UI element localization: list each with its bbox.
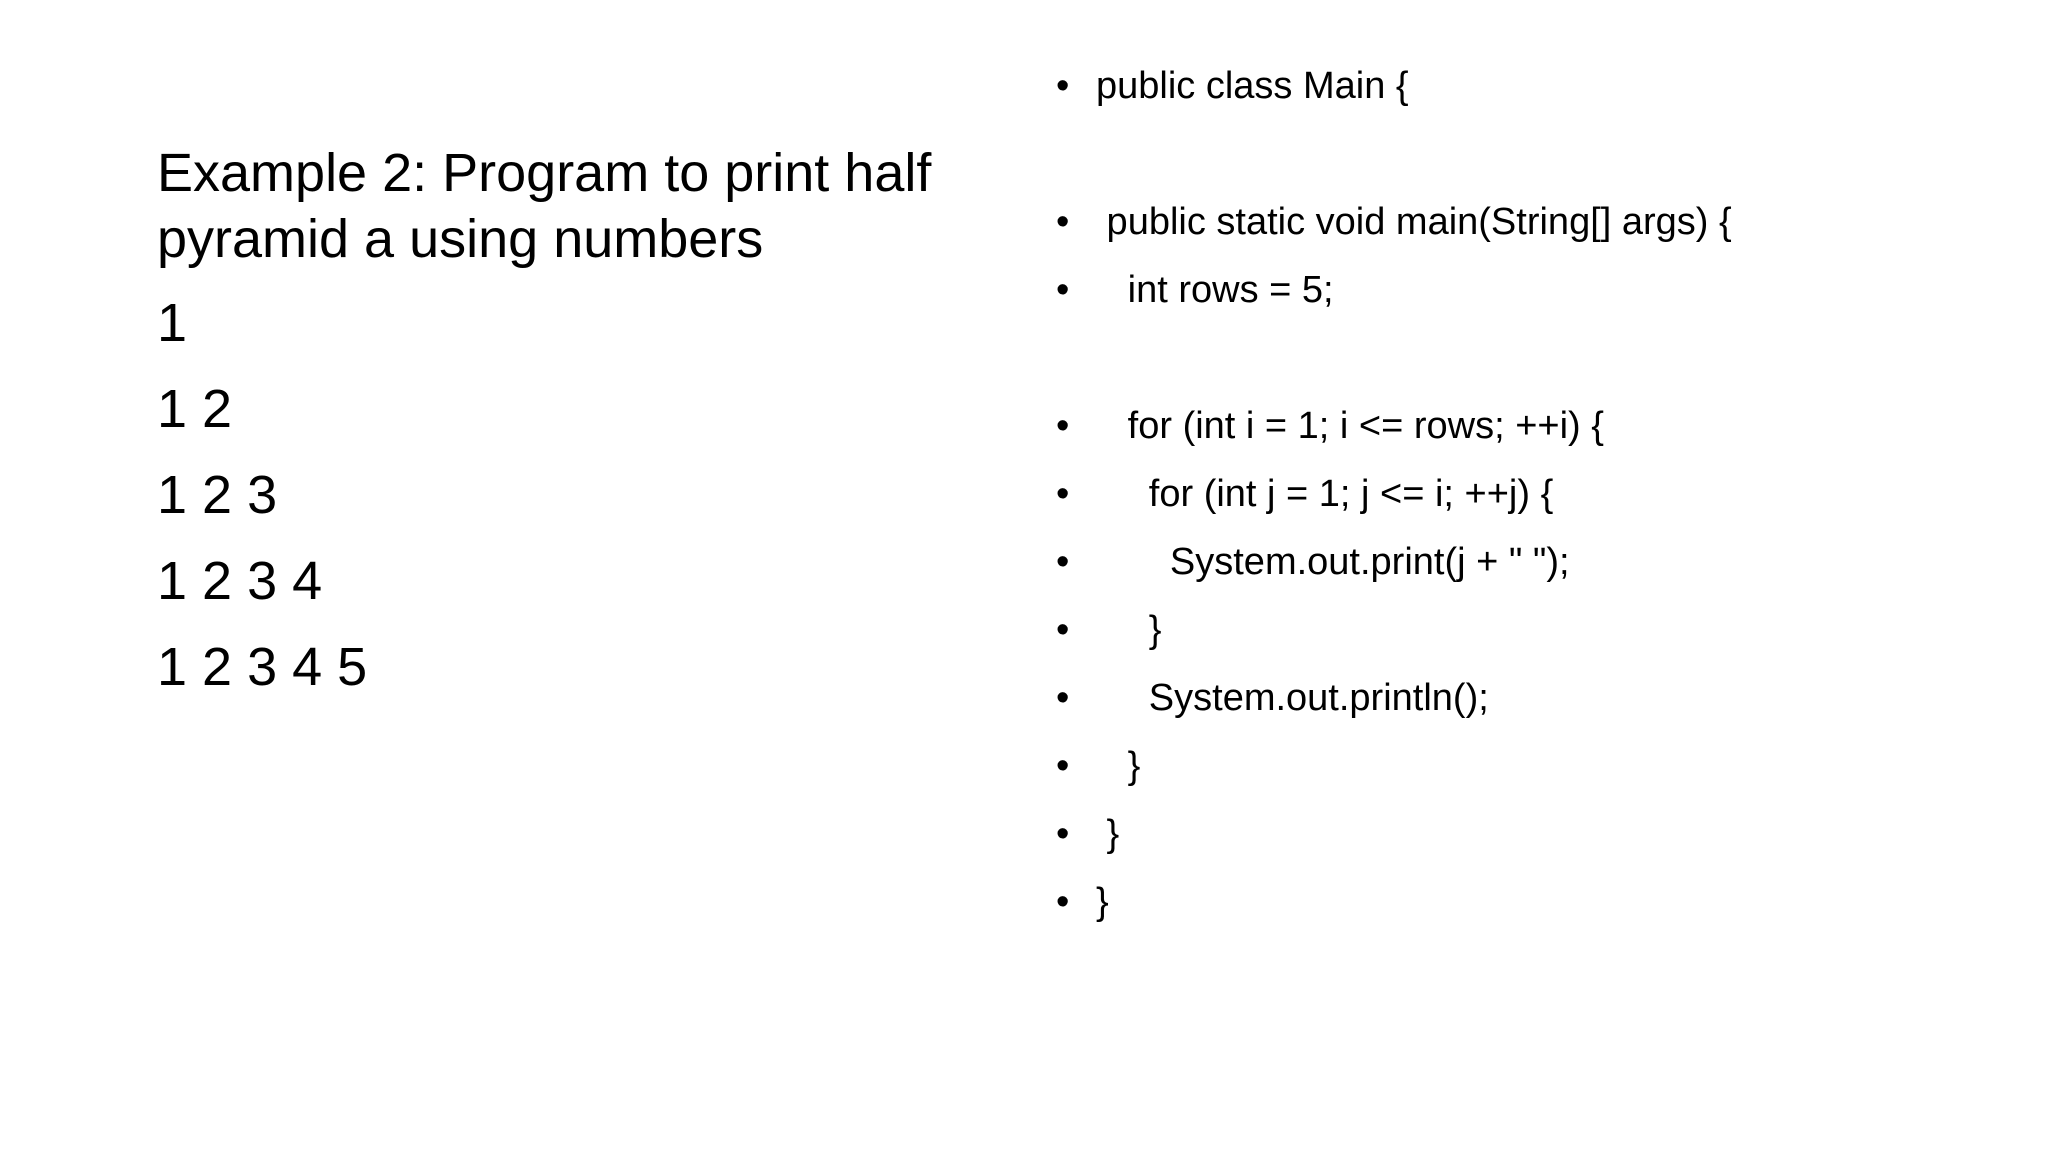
code-line: [1056, 670, 1996, 726]
code-line: [1056, 398, 1996, 454]
bullet-icon: •: [1056, 473, 1070, 515]
bullet-icon: •: [1056, 65, 1070, 107]
code-line: [1056, 466, 1996, 522]
slide-title: Example 2: Program to print half pyramid a using numbers: [157, 143, 932, 269]
code-line: [1056, 806, 1996, 862]
code-text: }: [1096, 745, 1141, 787]
code-line: [1056, 262, 1996, 318]
bullet-icon: •: [1056, 405, 1070, 447]
code-line: [1056, 194, 1996, 250]
bullet-icon: •: [1056, 269, 1070, 311]
output-line: 1 2 3: [157, 465, 278, 525]
code-line: [1056, 738, 1996, 794]
code-text: }: [1096, 813, 1120, 855]
code-text: int rows = 5;: [1096, 269, 1334, 311]
code-text: public static void main(String[] args) {: [1096, 201, 1732, 243]
code-text: for (int i = 1; i <= rows; ++i) {: [1096, 405, 1604, 447]
bullet-icon: •: [1056, 745, 1070, 787]
output-line: 1 2 3 4 5: [157, 637, 368, 697]
bullet-icon: •: [1056, 813, 1070, 855]
bullet-icon: •: [1056, 677, 1070, 719]
code-text: System.out.print(j + " ");: [1096, 541, 1570, 583]
output-line: 1 2: [157, 379, 233, 439]
code-text: public class Main {: [1096, 65, 1409, 107]
code-text: System.out.println();: [1096, 677, 1489, 719]
code-line: [1056, 874, 1996, 930]
code-text: }: [1096, 609, 1162, 651]
code-text: }: [1096, 881, 1109, 923]
bullet-icon: •: [1056, 609, 1070, 651]
output-line: 1: [157, 293, 188, 353]
output-line: 1 2 3 4: [157, 551, 323, 611]
bullet-icon: •: [1056, 201, 1070, 243]
code-line: [1056, 534, 1996, 590]
bullet-icon: •: [1056, 541, 1070, 583]
bullet-icon: •: [1056, 881, 1070, 923]
code-text: for (int j = 1; j <= i; ++j) {: [1096, 473, 1554, 515]
code-line: [1056, 602, 1996, 658]
left-panel: [157, 140, 977, 720]
code-line: [1056, 58, 1996, 114]
